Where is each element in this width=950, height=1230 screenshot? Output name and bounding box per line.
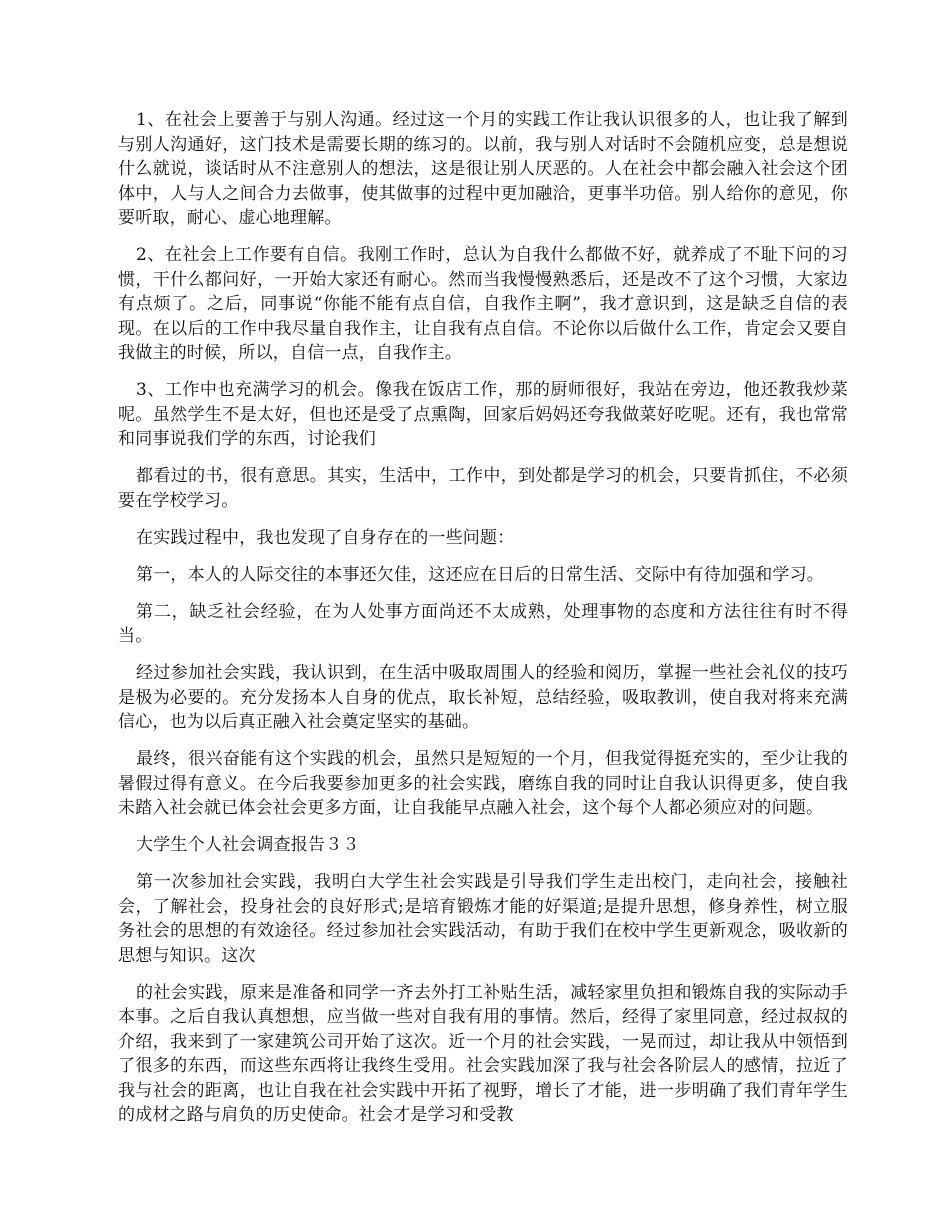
paragraph-8: 经过参加社会实践，我认识到，在生活中吸取周围人的经验和阅历，掌握一些社会礼仪的技巧是极为必要的。充分发扬本人自身的优点，取长补短，总结经验，吸取教训，使自我对将来充满信心，也为以后真正融入社会奠定坚实的基础。 — [118, 663, 848, 732]
document-page — [118, 108, 848, 1140]
paragraph-10: 第一次参加社会实践，我明白大学生社会实践是引导我们学生走出校门，走向社会，接触社会，了解社会，投身社会的良好形式;是培育锻炼才能的好渠道;是提升思想，修身养性，树立服务社会的思想的有效途径。经过参加社会实践活动，有助于我们在校中学生更新观念，吸收新的思想与知识。这次 — [118, 872, 848, 966]
paragraph-7: 第二，缺乏社会经验，在为人处事方面尚还不太成熟，处理事物的态度和方法往往有时不得当。 — [118, 601, 848, 646]
paragraph-4: 都看过的书，很有意思。其实，生活中，工作中，到处都是学习的机会，只要肯抓住，不必须要在学校学习。 — [118, 466, 848, 511]
paragraph-11: 的社会实践，原来是准备和同学一齐去外打工补贴生活，减轻家里负担和锻炼自我的实际动手本事。之后自我认真想想，应当做一些对自我有用的事情。然后，经得了家里同意，经过叔叔的介绍，我来到了一家建筑公司开始了这次。近一个月的社会实践，一晃而过，却让我从中领悟到了很多的东西，而这些东西将让我终生受用。社会实践加深了我与社会各阶层人的感情，拉近了我与社会的距离，也让自我在社会实践中开拓了视野，增长了才能，进一步明确了我们青年学生的成材之路与肩负的历史使命。社会才是学习和受教 — [118, 982, 848, 1125]
paragraph-5: 在实践过程中，我也发现了自身存在的一些问题： — [136, 527, 515, 548]
paragraph-3: 3、工作中也充满学习的机会。像我在饭店工作，那的厨师很好，我站在旁边，他还教我炒菜呢。虽然学生不是太好，但也还是受了点熏陶，回家后妈妈还夸我做菜好吃呢。还有，我也常常和同事说我们学的东西，讨论我们 — [118, 380, 848, 449]
paragraph-9: 最终，很兴奋能有这个实践的机会，虽然只是短短的一个月，但我觉得挺充实的，至少让我的暑假过得有意义。在今后我要参加更多的社会实践，磨练自我的同时让自我认识得更多，使自我未踏入社会就已体会社会更多方面，让自我能早点融入社会，这个每个人都必须应对的问题。 — [118, 749, 848, 818]
paragraph-1: 1、在社会上要善于与别人沟通。经过这一个月的实践工作让我认识很多的人，也让我了解到与别人沟通好，这门技术是需要长期的练习的。以前，我与别人对话时不会随机应变，总是想说什么就说，谈话时从不注意别人的想法，这是很让别人厌恶的。人在社会中都会融入社会这个团体中，人与人之间合力去做事，使其做事的过程中更加融洽，更事半功倍。别人给你的意见，你要听取，耐心、虚心地理解。 — [118, 110, 848, 228]
section-heading: 大学生个人社会调查报告３３ — [136, 835, 360, 855]
paragraph-6: 第一，本人的人际交往的本事还欠佳，这还应在日后的日常生活、交际中有待加强和学习。 — [136, 564, 824, 585]
paragraph-2: 2、在社会上工作要有自信。我刚工作时，总认为自我什么都做不好，就养成了不耻下问的习惯，干什么都问好，一开始大家还有耐心。然而当我慢慢熟悉后，还是改不了这个习惯，大家边有点烦了。之后，同事说“你能不能有点自信，自我作主啊”，我才意识到，这是缺乏自信的表现。在以后的工作中我尽量自我作主，让自我有点自信。不论你以后做什么工作，肯定会又要自我做主的时候，所以，自信一点，自我作主。 — [118, 245, 848, 363]
